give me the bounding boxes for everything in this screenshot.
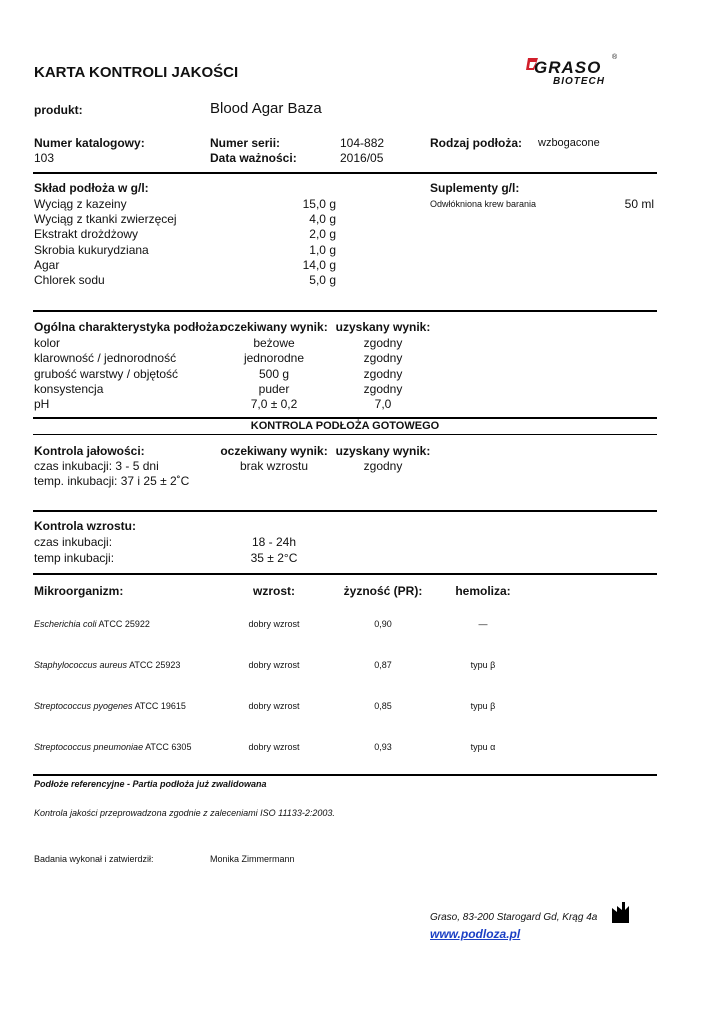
general-row-obtained: zgodny	[363, 366, 403, 381]
general-label: Ogólna charakterystyka podłoża:	[34, 320, 223, 334]
micro-row-strain: ATCC 25922	[98, 619, 150, 629]
micro-row-growth: dobry wzrost	[248, 742, 300, 752]
sterility-temp: temp. inkubacji: 37 i 25 ± 2˚C	[34, 474, 190, 488]
general-row-name: konsystencja	[34, 381, 104, 396]
composition-item-name: Ekstrakt drożdżowy	[34, 227, 139, 242]
micro-row-growth: dobry wzrost	[248, 619, 300, 629]
signature-label: Badania wykonał i zatwierdził:	[34, 854, 154, 864]
brand-sub: BIOTECH	[553, 76, 605, 87]
micro-row-growth: dobry wzrost	[248, 660, 300, 670]
general-row-obtained: 7,0	[374, 397, 392, 412]
composition-label: Skład podłoża w g/l:	[34, 181, 149, 195]
footer-url[interactable]: www.podloza.pl	[430, 927, 521, 941]
micro-row-hemolysis: typu β	[470, 701, 496, 711]
composition-item-name: Agar	[34, 257, 60, 272]
footer-address: Graso, 83-200 Starogard Gd, Krąg 4a	[430, 912, 598, 923]
supplement-name: Odwłókniona krew barania	[430, 199, 537, 209]
micro-row-pr: 0,87	[374, 660, 392, 670]
micro-row-organism	[34, 660, 180, 670]
medium-type-value: wzbogacone	[538, 137, 600, 149]
micro-row-species: Streptococcus pneumoniae	[34, 742, 144, 752]
ready-medium-header: KONTROLA PODŁOŻA GOTOWEGO	[250, 420, 440, 432]
composition-item-amount: 2,0 g	[309, 227, 336, 242]
composition-item-amount: 4,0 g	[309, 212, 336, 227]
manufacturer-icon	[611, 900, 635, 924]
micro-row-strain: ATCC 6305	[145, 742, 192, 752]
product-name: Blood Agar Baza	[210, 100, 322, 117]
micro-row-hemolysis: typu β	[470, 660, 496, 670]
general-row-expected: puder	[258, 381, 290, 396]
general-obtained-header: uzyskany wynik:	[335, 320, 431, 334]
general-row-expected: 7,0 ± 0,2	[250, 397, 298, 412]
micro-pr-header: żyzność (PR):	[343, 584, 423, 598]
sterility-expected-header: oczekiwany wynik:	[220, 444, 328, 458]
brand-name: GRASO	[534, 58, 602, 77]
graso-logo	[524, 54, 624, 90]
series-value: 104-882	[340, 136, 385, 150]
divider	[33, 172, 657, 174]
composition-item-amount: 15,0 g	[302, 197, 336, 211]
general-row-name: pH	[34, 397, 50, 412]
general-row-obtained: zgodny	[363, 381, 403, 396]
catalog-value: 103	[34, 151, 55, 165]
micro-row-hemolysis: —	[478, 619, 488, 629]
composition-item-amount: 5,0 g	[309, 273, 336, 287]
general-row-expected: beżowe	[253, 336, 295, 350]
micro-row-strain: ATCC 25923	[129, 660, 181, 670]
divider	[33, 310, 657, 312]
micro-row-hemolysis: typu α	[470, 742, 496, 752]
micro-growth-header: wzrost:	[253, 584, 295, 598]
general-row-name: grubość warstwy / objętość	[34, 366, 179, 381]
composition-item-amount: 1,0 g	[309, 242, 336, 257]
supplement-amount: 50 ml	[624, 197, 654, 211]
composition-item-amount: 14,0 g	[302, 257, 336, 272]
expiry-label: Data ważności:	[210, 151, 297, 165]
expiry-value: 2016/05	[340, 151, 384, 165]
sterility-label: Kontrola jałowości:	[34, 444, 145, 458]
general-row-expected: 500 g	[258, 366, 290, 381]
composition-item-name: Wyciąg z tkanki zwierzęcej	[34, 212, 177, 227]
supplements-label: Suplementy g/l:	[430, 181, 520, 195]
reference-note: Podłoże referencyjne - Partia podłoża już zwalidowana	[34, 779, 267, 789]
growth-time-label: czas inkubacji:	[34, 535, 113, 549]
composition-item-name: Chlorek sodu	[34, 273, 105, 287]
general-row-name: kolor	[34, 336, 61, 350]
medium-type-label: Rodzaj podłoża:	[430, 136, 522, 150]
growth-label: Kontrola wzrostu:	[34, 519, 136, 533]
divider	[33, 510, 657, 512]
general-row-obtained: zgodny	[363, 336, 403, 350]
growth-temp-label: temp inkubacji:	[34, 551, 115, 565]
micro-row-species: Escherichia coli	[34, 619, 97, 629]
general-row-obtained: zgodny	[363, 351, 403, 366]
catalog-label: Numer katalogowy:	[34, 136, 145, 150]
product-label: produkt:	[34, 103, 83, 117]
divider	[33, 774, 657, 776]
micro-organism-header: Mikroorganizm:	[34, 584, 124, 598]
iso-note: Kontrola jakości przeprowadzona zgodnie z zaleceniami ISO 11133-2:2003.	[34, 808, 335, 818]
micro-row-species: Streptococcus pyogenes	[34, 701, 133, 711]
general-row-expected: jednorodne	[243, 351, 305, 366]
micro-hemolysis-header: hemoliza:	[455, 584, 511, 598]
micro-row-organism	[34, 742, 191, 752]
micro-row-pr: 0,90	[374, 619, 392, 629]
micro-row-pr: 0,93	[374, 742, 392, 752]
growth-time-value: 18 - 24h	[251, 535, 297, 549]
sterility-time: czas inkubacji: 3 - 5 dni	[34, 459, 159, 473]
general-expected-header: oczekiwany wynik:	[220, 320, 328, 334]
divider	[33, 417, 657, 419]
micro-row-organism	[34, 619, 150, 629]
divider	[33, 434, 657, 435]
micro-row-growth: dobry wzrost	[248, 701, 300, 711]
signature-name: Monika Zimmermann	[210, 854, 295, 864]
divider	[33, 573, 657, 575]
composition-item-name: Skrobia kukurydziana	[34, 242, 149, 257]
sterility-obtained-header: uzyskany wynik:	[335, 444, 431, 458]
micro-row-strain: ATCC 19615	[134, 701, 186, 711]
growth-temp-value: 35 ± 2°C	[250, 551, 298, 565]
micro-row-species: Staphylococcus aureus	[34, 660, 128, 670]
general-row-name: klarowność / jednorodność	[34, 351, 177, 366]
page-title: KARTA KONTROLI JAKOŚCI	[34, 64, 239, 81]
brand-registered: ®	[612, 54, 618, 61]
micro-row-organism	[34, 701, 186, 711]
sterility-obtained: zgodny	[363, 459, 403, 473]
composition-item-name: Wyciąg z kazeiny	[34, 197, 127, 211]
series-label: Numer serii:	[210, 136, 281, 150]
sterility-expected: brak wzrostu	[239, 459, 309, 473]
micro-row-pr: 0,85	[374, 701, 392, 711]
